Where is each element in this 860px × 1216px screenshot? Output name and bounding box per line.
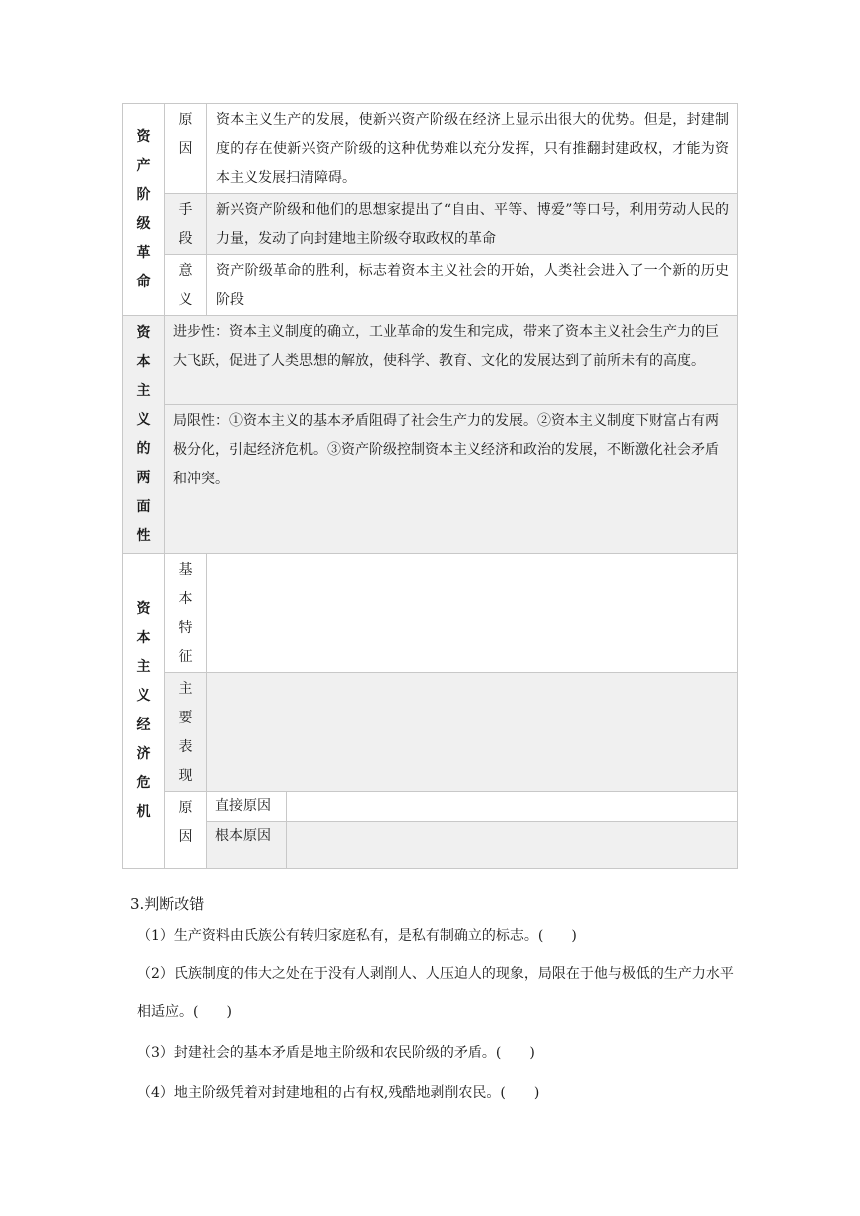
label-feature: 基本特征 [165,554,207,673]
label-cause: 原因 [165,104,207,194]
table-row [123,822,738,869]
row-header-crisis: 资本主义经济危机 [123,554,165,869]
cell-feature-text [207,554,738,673]
row-header-revolution: 资产阶级革命 [123,104,165,316]
table-row [123,255,738,316]
table-row [123,405,738,554]
question-2: （2）氏族制度的伟大之处在于没有人剥削人、人压迫人的现象，局限在于他与极低的生产力水平相适应。( ) [137,966,734,1020]
table-row [123,104,738,194]
cell-meaning-text: 资产阶级革命的胜利，标志着资本主义社会的开始，人类社会进入了一个新的历史阶段 [207,255,738,316]
question-4: （4）地主阶级凭着对封建地租的占有权,残酷地剥削农民。( ) [137,1085,540,1101]
cell-direct-cause [287,792,738,822]
table-row [123,316,738,405]
question-3: （3）封建社会的基本矛盾是地主阶级和农民阶级的矛盾。( ) [137,1045,535,1061]
row-header-duality: 资本主义的两面性 [123,316,165,554]
table-row [123,194,738,255]
label-means: 手段 [165,194,207,255]
cell-progress-text: 进步性：资本主义制度的确立，工业革命的发生和完成，带来了资本主义社会生产力的巨大飞跃，促进了人类思想的解放，使科学、教育、文化的发展达到了前所未有的高度。 [165,316,738,405]
label-crisis-cause: 原因 [165,792,207,869]
table-row [123,673,738,792]
cell-root-cause [287,822,738,869]
label-manifest: 主要表现 [165,673,207,792]
cell-manifest-text [207,673,738,792]
summary-table [122,103,738,869]
label-meaning: 意义 [165,255,207,316]
question-1: （1）生产资料由氏族公有转归家庭私有，是私有制确立的标志。( ) [137,928,577,944]
cell-means-text: 新兴资产阶级和他们的思想家提出了“自由、平等、博爱”等口号，利用劳动人民的力量，发动了向封建地主阶级夺取政权的革命 [207,194,738,255]
cell-cause-text: 资本主义生产的发展，使新兴资产阶级在经济上显示出很大的优势。但是，封建制度的存在使新兴资产阶级的这种优势难以充分发挥，只有推翻封建政权，才能为资本主义发展扫清障碍。 [207,104,738,194]
table-row [123,554,738,673]
label-direct-cause: 直接原因 [207,792,287,822]
cell-limit-text: 局限性：①资本主义的基本矛盾阻碍了社会生产力的发展。②资本主义制度下财富占有两极分化，引起经济危机。③资产阶级控制资本主义经济和政治的发展，不断激化社会矛盾和冲突。 [165,405,738,554]
label-root-cause: 根本原因 [207,822,287,869]
section-title: 3.判断改错 [130,895,205,913]
table-row [123,792,738,822]
